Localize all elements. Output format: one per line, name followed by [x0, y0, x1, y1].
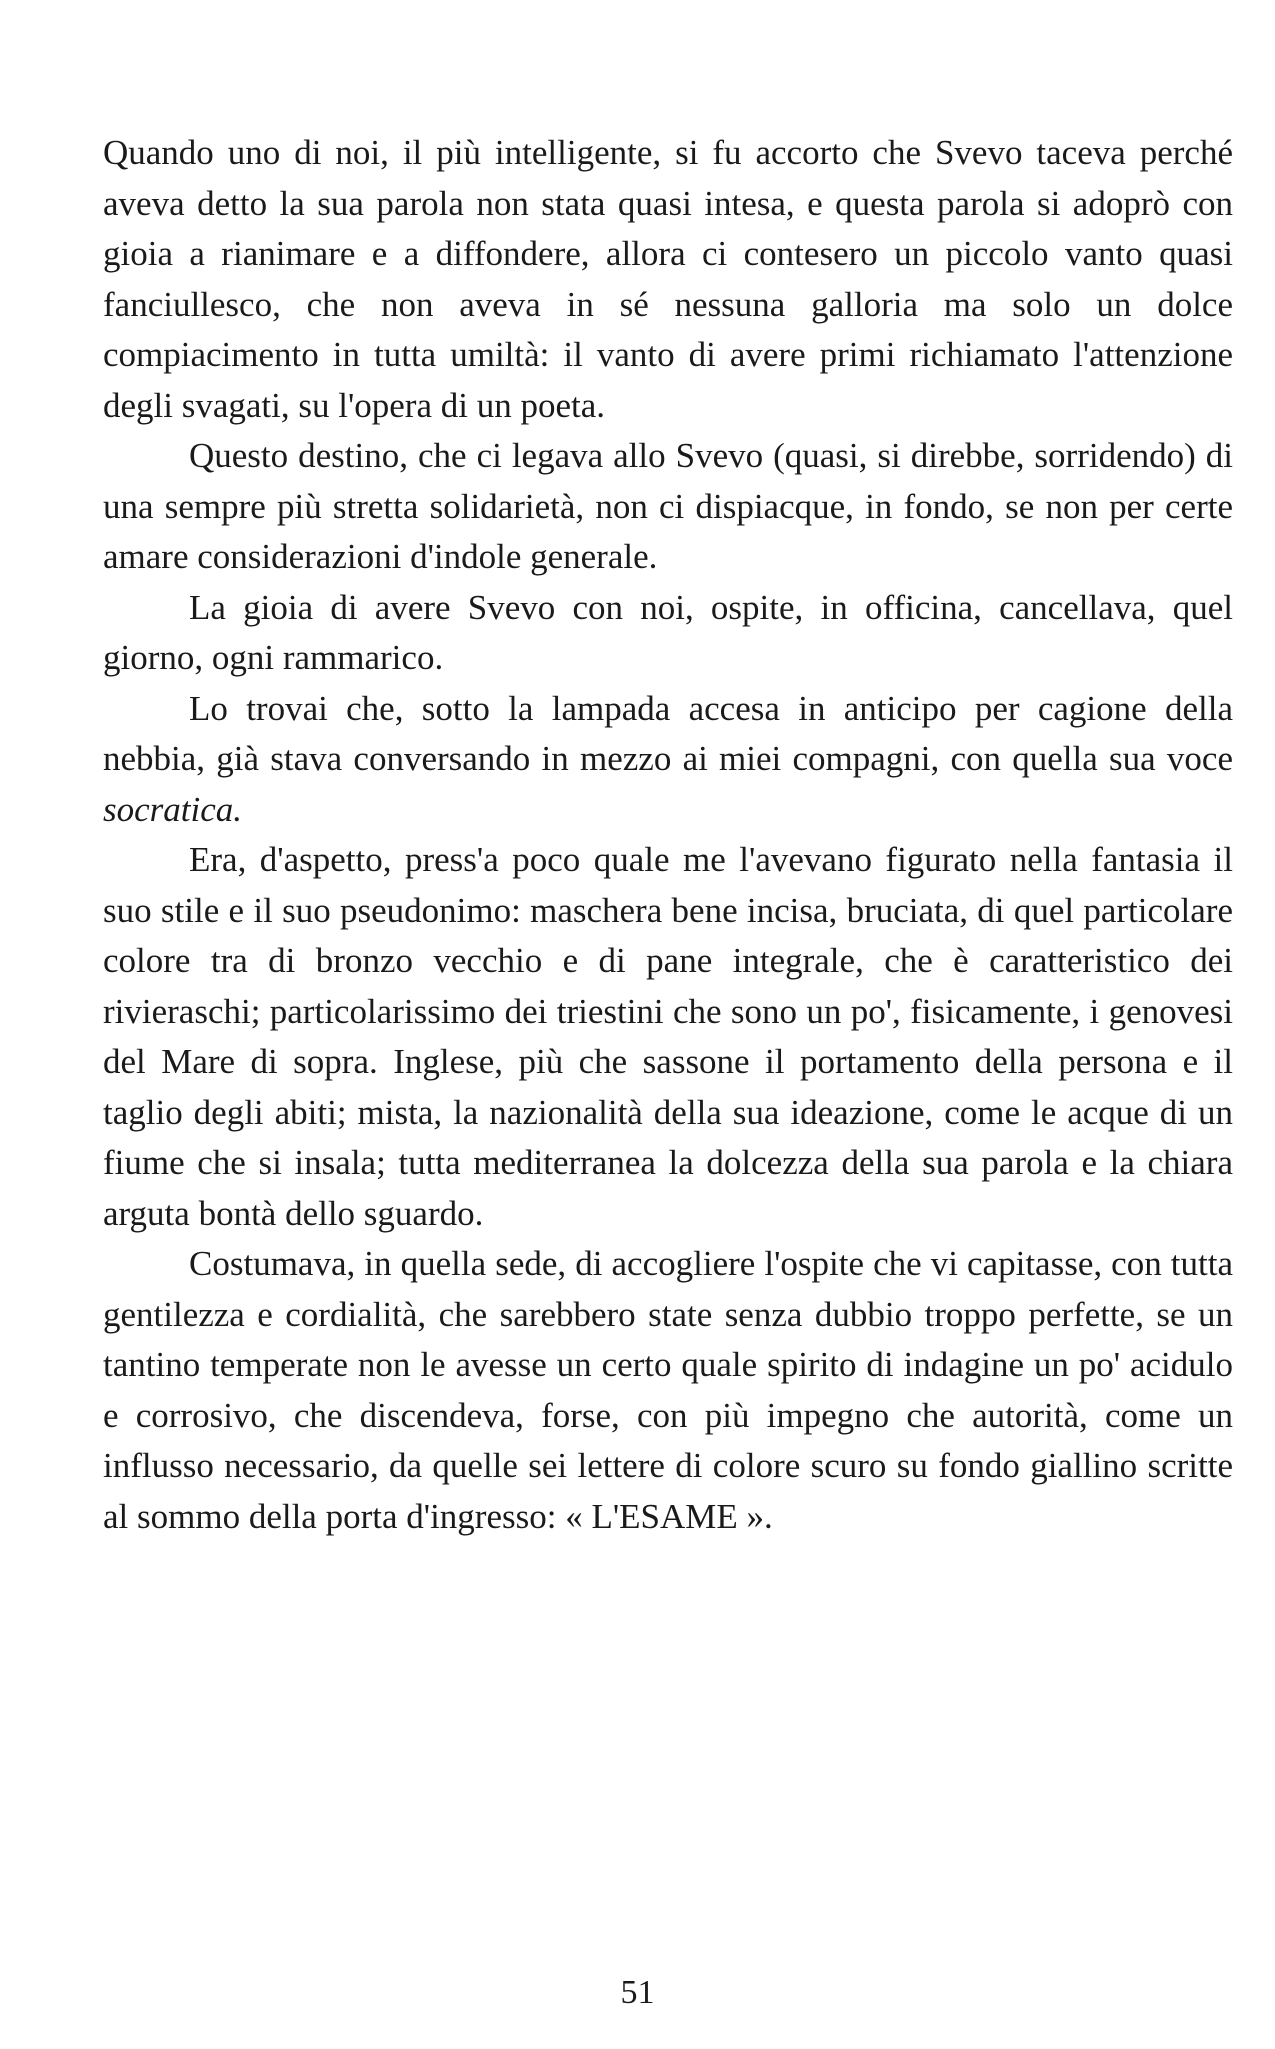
- paragraph-4-text: Lo trovai che, sotto la lampada accesa in anticipo per cagione della nebbia, già stava conversando in mezzo ai miei compagni, con quella sua voce: [103, 688, 1233, 778]
- paragraph-5: Era, d'aspetto, press'a poco quale me l'avevano figurato nella fantasia il suo stile e il suo pseudonimo: maschera bene incisa, bruciata, di quel particolare colore tra di bronzo vecchio e di pane integrale, che è caratteristico dei rivieraschi; particolarissimo dei triestini che sono un po', fisicamente, i genovesi del Mare di sopra. Inglese, più che sassone il portamento della persona e il taglio degli abiti; mista, la nazionalità della sua ideazione, come le acque di un fiume che si insala; tutta mediterranea la dolcezza della sua parola e la chiara arguta bontà dello sguardo.: [103, 840, 1233, 1233]
- body-text: [103, 128, 1233, 1542]
- paragraph-1: Quando uno di noi, il più intelligente, si fu accorto che Svevo taceva perché aveva detto la sua parola non stata quasi intesa, e questa parola si adoprò con gioia a rianimare e a diffondere, allora ci contesero un piccolo vanto quasi fanciullesco, che non aveva in sé nessuna galloria ma solo un dolce compiacimento in tutta umiltà: il vanto di avere primi richiamato l'attenzione degli svagati, su l'opera di un poeta.: [103, 133, 1233, 425]
- page-number: 51: [620, 1974, 655, 2011]
- paragraph-4: [103, 684, 1233, 836]
- paragraph-2: Questo destino, che ci legava allo Svevo (quasi, si direbbe, sorridendo) di una sempre più stretta solidarietà, non ci dispiacque, in fondo, se non per certe amare considerazioni d'indole generale.: [103, 436, 1233, 576]
- paragraph-4-italic: socratica.: [103, 789, 243, 829]
- paragraph-3: La gioia di avere Svevo con noi, ospite, in officina, cancellava, quel giorno, ogni rammarico.: [103, 587, 1233, 677]
- paragraph-6: Costumava, in quella sede, di accogliere l'ospite che vi capitasse, con tutta gentilezza e cordialità, che sarebbero state senza dubbio troppo perfette, se un tantino temperate non le avesse un certo quale spirito di indagine un po' acidulo e corrosivo, che discendeva, forse, con più impegno che autorità, come un influsso necessario, da quelle sei lettere di colore scuro su fondo giallino scritte al sommo della porta d'ingresso: « L'ESAME ».: [103, 1244, 1233, 1536]
